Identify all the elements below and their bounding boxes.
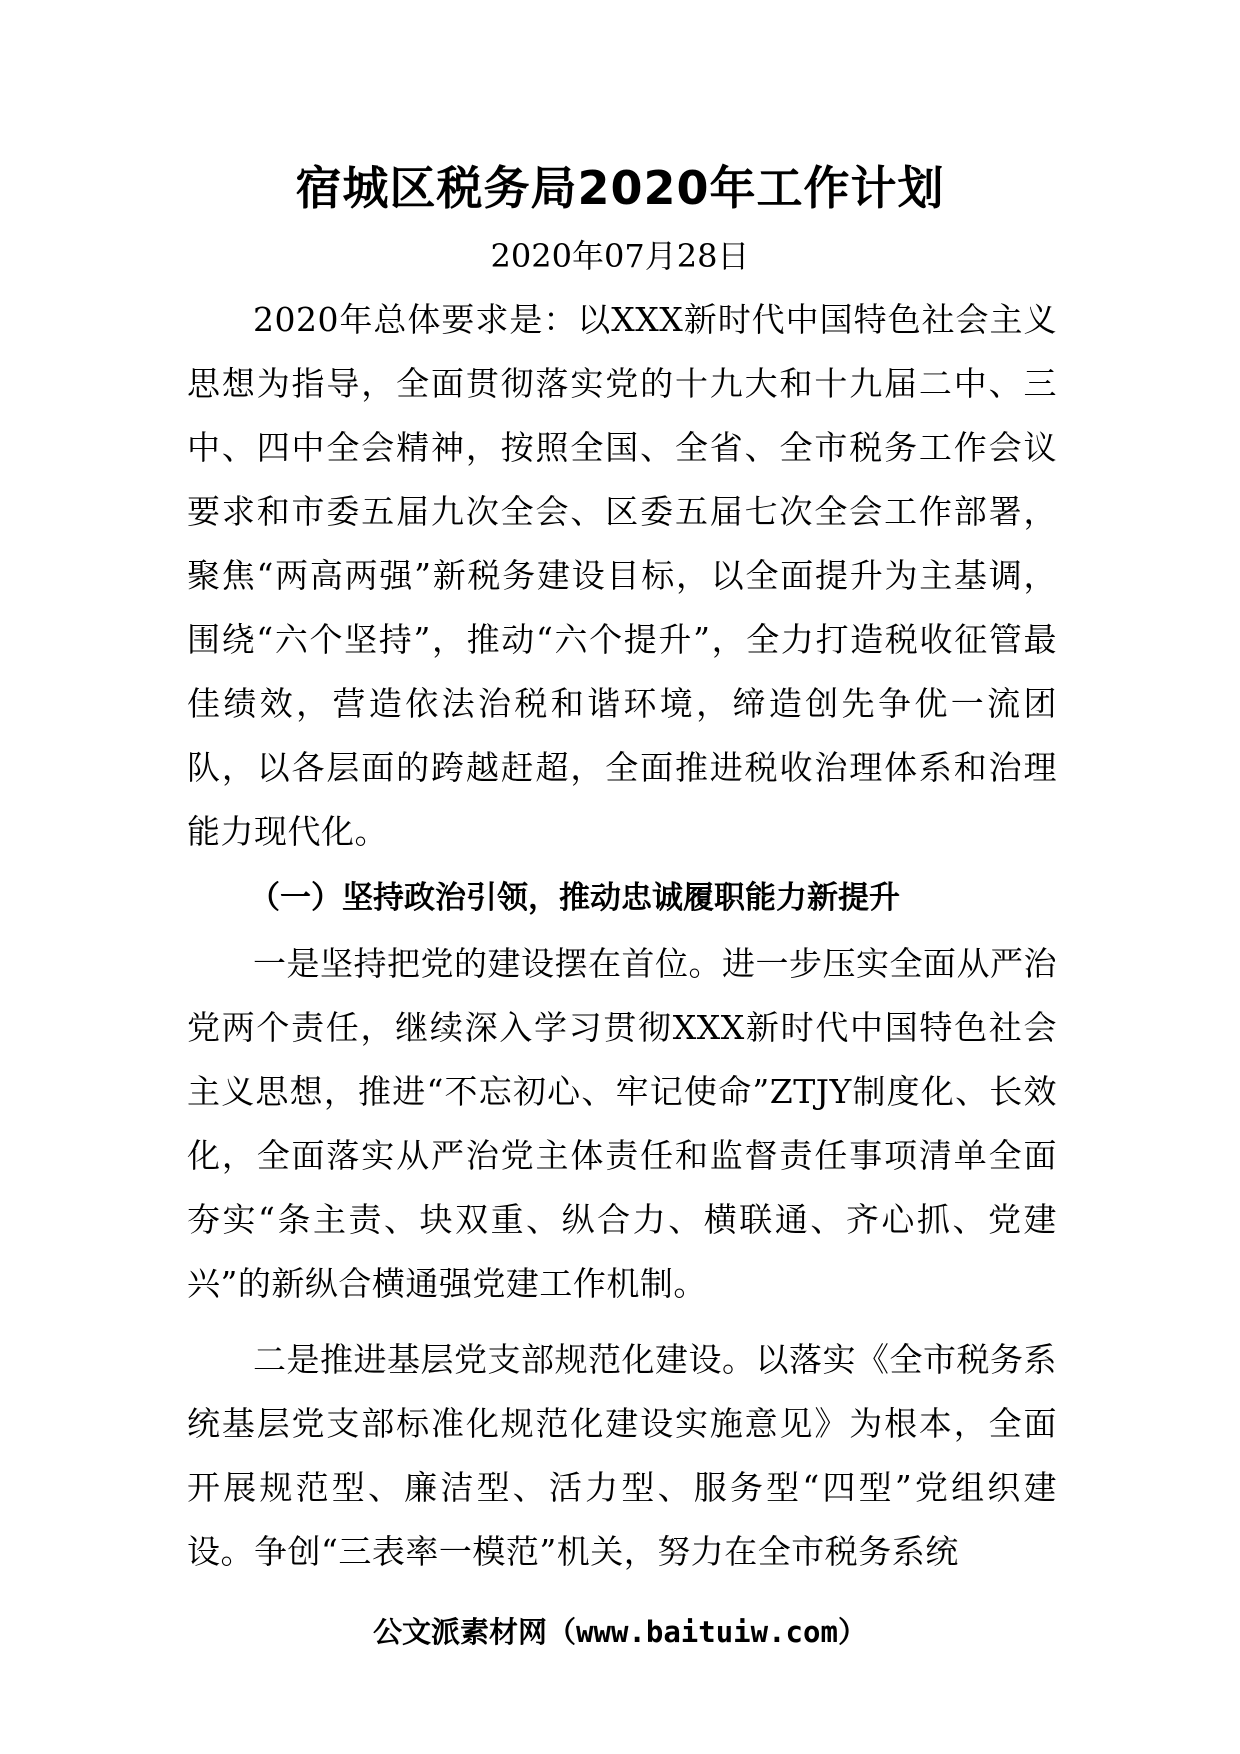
paragraph-general-requirements: 2020年总体要求是：以XXX新时代中国特色社会主义思想为指导，全面贯彻落实党的十九大和十九届二中、三中、四中全会精神，按照全国、全省、全市税务工作会议要求和市委五届九次全会、区委五届七次全会工作部署，聚焦“两高两强”新税务建设目标，以全面提升为主基调，围绕“六个坚持”，推动“六个提升”，全力打造税收征管最佳绩效，营造依法治税和谐环境，缔造创先争优一流团队，以各层面的跨越赶超，全面推进税收治理体系和治理能力现代化。 [187,300,1057,851]
paragraph-branch-standardization: 二是推进基层党支部规范化建设。以落实《全市税务系统基层党支部标准化规范化建设实施意见》为根本，全面开展规范型、廉洁型、活力型、服务型“四型”党组织建设。争创“三表率一模范”机关，努力在全市税务系统 [187,1340,1057,1571]
section-heading: （一）坚持政治引领，推动忠诚履职能力新提升 [249,880,900,916]
footer-site-name: 公文派素材网 [373,1615,548,1649]
footer-open-paren: （ [547,1615,577,1649]
document-body [187,288,1057,1584]
watermark-footer [0,1612,1240,1652]
footer-close-paren: ） [837,1615,867,1649]
footer-url: www.baituiw.com [576,1615,838,1649]
document-title: 宿城区税务局2020年工作计划 [295,161,945,215]
paragraph-party-building: 一是坚持把党的建设摆在首位。进一步压实全面从严治党两个责任，继续深入学习贯彻XXX新时代中国特色社会主义思想，推进“不忘初心、牢记使命”ZTJY制度化、长效化，全面落实从严治党主体责任和监督责任事项清单全面夯实“条主责、块双重、纵合力、横联通、齐心抓、党建兴”的新纵合横通强党建工作机制。 [187,944,1057,1303]
document-date: 2020年07月28日 [490,237,750,275]
